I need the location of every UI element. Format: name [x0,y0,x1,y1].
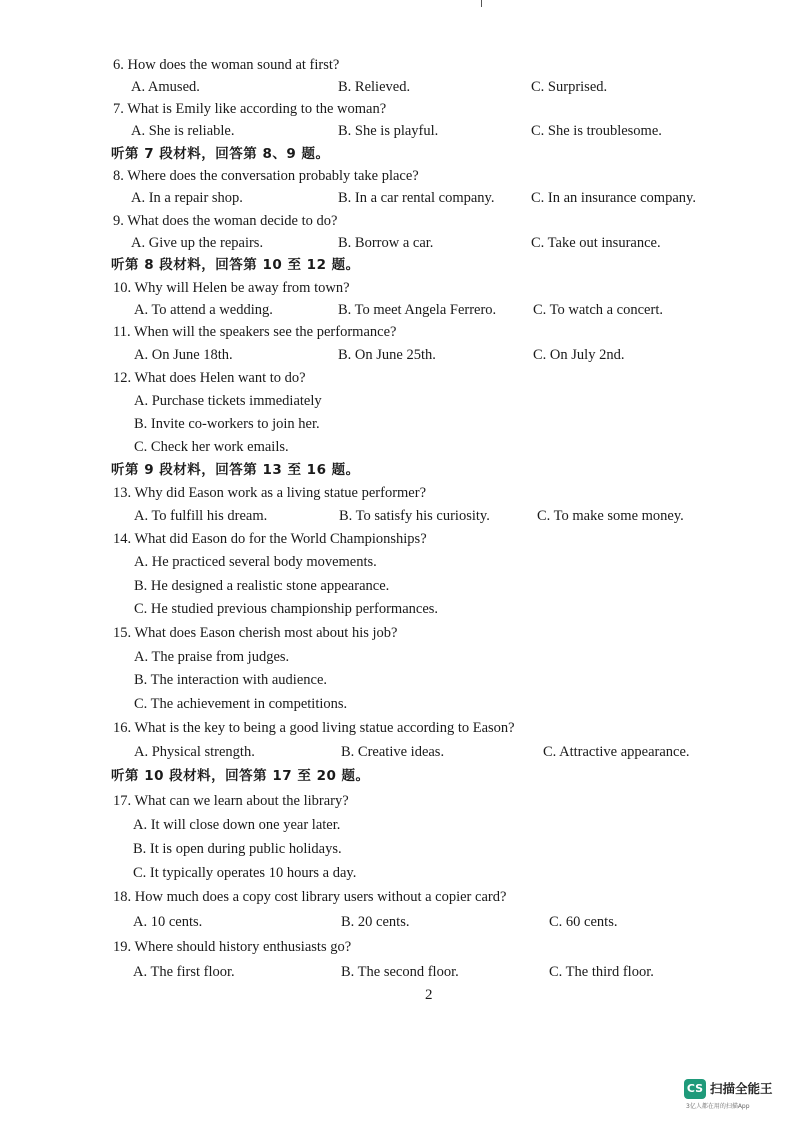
option-b: B. Creative ideas. [341,744,445,760]
option-a: A. To fulfill his dream. [134,508,268,524]
option-c: C. To make some money. [537,508,684,524]
option-a: A. Purchase tickets immediately [134,393,322,409]
option-b: B. The second floor. [341,964,459,980]
option-a: A. He practiced several body movements. [134,554,377,570]
top-edge-mark [481,0,482,7]
question-stem: 19. Where should history enthusiasts go? [113,939,352,955]
page-number: 2 [425,987,433,1003]
option-a: A. Physical strength. [134,744,255,760]
option-c: C. Attractive appearance. [543,744,690,760]
option-a: A. 10 cents. [133,914,203,930]
section-heading: 听第 7 段材料，回答第 8、9 题。 [111,146,330,162]
option-b: B. Borrow a car. [338,235,434,251]
option-b: B. He designed a realistic stone appearance. [134,578,390,594]
option-b: B. The interaction with audience. [134,672,328,688]
option-b: B. To satisfy his curiosity. [339,508,490,524]
option-a: A. The first floor. [133,964,235,980]
option-c: C. The third floor. [549,964,654,980]
option-c: C. He studied previous championship performances. [134,601,439,617]
logo-tagline: 3亿人都在用的扫描App [686,1103,750,1110]
option-b: B. On June 25th. [338,347,436,363]
option-c: C. She is troublesome. [531,123,662,139]
section-heading: 听第 9 段材料，回答第 13 至 16 题。 [111,462,360,478]
option-b: B. In a car rental company. [338,190,495,206]
option-c: C. In an insurance company. [531,190,696,206]
option-c: C. Surprised. [531,79,608,95]
question-stem: 8. Where does the conversation probably take place? [113,168,419,184]
option-c: C. The achievement in competitions. [134,696,348,712]
question-stem: 15. What does Eason cherish most about his job? [113,625,398,641]
option-b: B. Relieved. [338,79,411,95]
option-b: B. 20 cents. [341,914,410,930]
section-heading: 听第 8 段材料，回答第 10 至 12 题。 [111,257,360,273]
question-stem: 7. What is Emily like according to the woman? [113,101,387,117]
question-stem: 10. Why will Helen be away from town? [113,280,350,296]
question-stem: 17. What can we learn about the library? [113,793,349,809]
option-a: A. Give up the repairs. [131,235,264,251]
section-heading: 听第 10 段材料，回答第 17 至 20 题。 [111,768,370,784]
option-b: B. She is playful. [338,123,439,139]
option-a: A. In a repair shop. [131,190,243,206]
question-stem: 18. How much does a copy cost library users without a copier card? [113,889,507,905]
option-b: B. It is open during public holidays. [133,841,342,857]
scanner-app-logo [684,1079,784,1119]
option-a: A. To attend a wedding. [134,302,273,318]
option-a: A. It will close down one year later. [133,817,341,833]
question-stem: 16. What is the key to being a good living statue according to Eason? [113,720,515,736]
option-c: C. It typically operates 10 hours a day. [133,865,357,881]
option-b: B. To meet Angela Ferrero. [338,302,497,318]
option-c: C. On July 2nd. [533,347,625,363]
logo-name: 扫描全能王 [710,1081,773,1096]
option-c: C. Take out insurance. [531,235,661,251]
option-a: A. On June 18th. [134,347,233,363]
option-b: B. Invite co-workers to join her. [134,416,320,432]
option-a: A. Amused. [131,79,200,95]
question-stem: 12. What does Helen want to do? [113,370,306,386]
question-stem: 11. When will the speakers see the performance? [113,324,397,340]
cs-badge-icon: CS [684,1079,706,1099]
option-a: A. She is reliable. [131,123,235,139]
option-a: A. The praise from judges. [134,649,290,665]
option-c: C. Check her work emails. [134,439,289,455]
question-stem: 13. Why did Eason work as a living statue performer? [113,485,427,501]
option-c: C. To watch a concert. [533,302,663,318]
option-c: C. 60 cents. [549,914,618,930]
question-stem: 6. How does the woman sound at first? [113,57,340,73]
question-stem: 9. What does the woman decide to do? [113,213,338,229]
question-stem: 14. What did Eason do for the World Championships? [113,531,427,547]
